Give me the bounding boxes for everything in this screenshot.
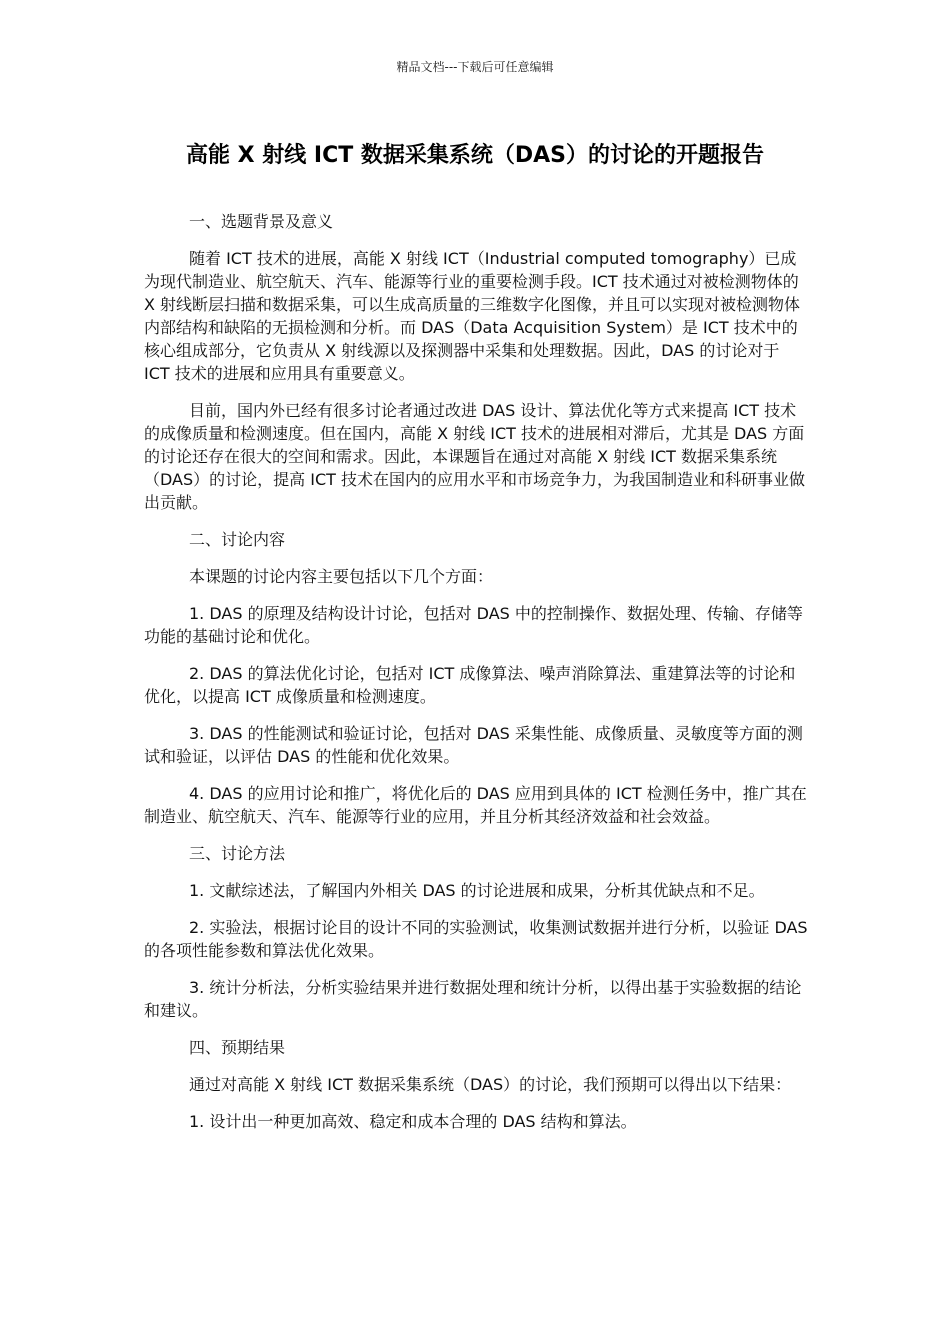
document-title: 高能 X 射线 ICT 数据采集系统（DAS）的讨论的开题报告: [185, 143, 765, 168]
section-heading-background: 一、选题背景及意义: [189, 212, 334, 231]
paragraph-background-2: 目前，国内外已经有很多讨论者通过改进 DAS 设计、算法优化等方式来提高 ICT 技术的成像质量和检测速度。但在国内，高能 X 射线 ICT 技术的进展相对滞后，尤其是 DAS 方面的讨论还存在很大的空间和需求。因此，本课题旨在通过对高能 X 射线 ICT 数据采集系统（DAS）的讨论，提高 ICT 技术在国内的应用水平和市场竞争力，为我国制造业和科研事业做出贡献。: [144, 401, 805, 512]
section-heading-content: 二、讨论内容: [189, 530, 286, 549]
list-item-content-1: 1. DAS 的原理及结构设计讨论，包括对 DAS 中的控制操作、数据处理、传输、存储等功能的基础讨论和优化。: [144, 604, 803, 646]
list-item-result-1: 1. 设计出一种更加高效、稳定和成本合理的 DAS 结构和算法。: [189, 1112, 637, 1131]
list-item-content-3: 3. DAS 的性能测试和验证讨论，包括对 DAS 采集性能、成像质量、灵敏度等方面的测试和验证，以评估 DAS 的性能和优化效果。: [144, 724, 803, 766]
list-item-method-3: 3. 统计分析法，分析实验结果并进行数据处理和统计分析，以得出基于实验数据的结论和建议。: [144, 978, 802, 1020]
list-item-method-2: 2. 实验法，根据讨论目的设计不同的实验测试，收集测试数据并进行分析，以验证 DAS 的各项性能参数和算法优化效果。: [144, 918, 808, 960]
list-item-method-1: 1. 文献综述法，了解国内外相关 DAS 的讨论进展和成果，分析其优缺点和不足。: [189, 881, 765, 900]
header-note: 精品文档---下载后可任意编辑: [396, 60, 554, 74]
paragraph-content-intro: 本课题的讨论内容主要包括以下几个方面：: [189, 567, 494, 586]
paragraph-background-1: 随着 ICT 技术的进展，高能 X 射线 ICT（Industrial computed tomography）已成为现代制造业、航空航天、汽车、能源等行业的重要检测手段。ICT 技术通过对被检测物体的 X 射线断层扫描和数据采集，可以生成高质量的三维数字化图像，并且可以实现对被检测物体内部结构和缺陷的无损检测和分析。而 DAS（Data Acquisition System）是 ICT 技术中的核心组成部分，它负责从 X 射线源以及探测器中采集和处理数据。因此，DAS 的讨论对于 ICT 技术的进展和应用具有重要意义。: [144, 249, 801, 383]
section-heading-results: 四、预期结果: [189, 1038, 286, 1057]
document-body: [144, 210, 809, 1147]
section-heading-methods: 三、讨论方法: [189, 844, 286, 863]
list-item-content-2: 2. DAS 的算法优化讨论，包括对 ICT 成像算法、噪声消除算法、重建算法等的讨论和优化，以提高 ICT 成像质量和检测速度。: [144, 664, 796, 706]
paragraph-results-intro: 通过对高能 X 射线 ICT 数据采集系统（DAS）的讨论，我们预期可以得出以下结果：: [189, 1075, 792, 1094]
list-item-content-4: 4. DAS 的应用讨论和推广，将优化后的 DAS 应用到具体的 ICT 检测任务中，推广其在制造业、航空航天、汽车、能源等行业的应用，并且分析其经济效益和社会效益。: [144, 784, 807, 826]
